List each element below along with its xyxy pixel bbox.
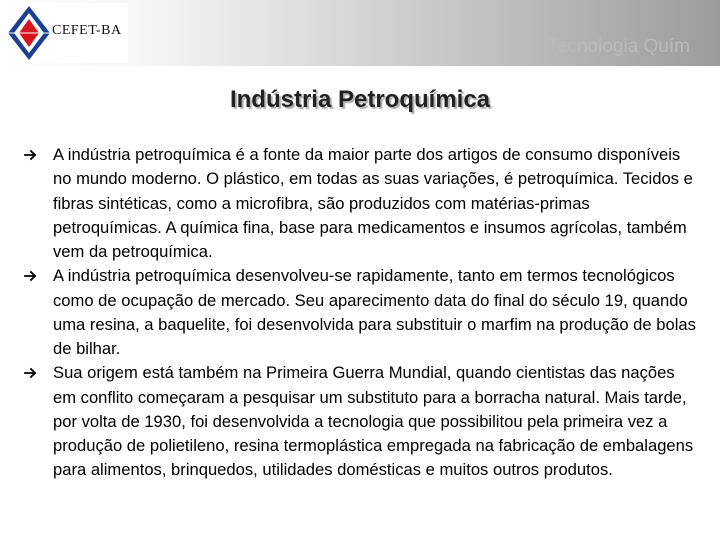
arrow-right-icon: [24, 366, 38, 380]
page-title: Indústria Petroquímica: [229, 86, 491, 113]
arrow-right-icon: [24, 148, 38, 162]
header-subtitle: Tecnologia Quím: [547, 36, 690, 57]
bullet-text: A indústria petroquímica é a fonte da maior parte dos artigos de consumo disponíveis no mundo moderno. O plástico, em todas as suas variações, é petroquímica. Tecidos e fibras sintéticas, como a microfibra, são produzidos com matérias-primas petroquímicas. A química fina, base para medicamentos e insumos agrícolas, também vem da petroquímica.: [53, 145, 693, 261]
bullet-list: [30, 143, 698, 483]
header-band: [0, 0, 720, 66]
bullet-item: [30, 361, 698, 482]
cefet-ba-logo: [4, 3, 128, 63]
bullet-text: Sua origem está também na Primeira Guerra Mundial, quando cientistas das nações em conflito começaram a pesquisar um substituto para a borracha natural. Mais tarde, por volta de 1930, foi desenvolvida a tecnologia que possibilitou pela primeira vez a produção de polietileno, resina termoplástica empregada na fabricação de embalagens para alimentos, brinquedos, utilidades domésticas e muitos outros produtos.: [53, 363, 694, 480]
bullet-item: [30, 143, 698, 264]
cefet-diamond-emblem-icon: [6, 4, 52, 62]
bullet-text: A indústria petroquímica desenvolveu-se rapidamente, tanto em termos tecnológicos como de ocupação de mercado. Seu aparecimento data do final do século 19, quando uma resina, a baquelite, foi desenvolvida para substituir o marfim na produção de bolas de bilhar.: [53, 266, 696, 358]
bullet-item: [30, 264, 698, 361]
arrow-right-icon: [24, 269, 38, 283]
logo-text: CEFET-BA: [52, 23, 122, 38]
